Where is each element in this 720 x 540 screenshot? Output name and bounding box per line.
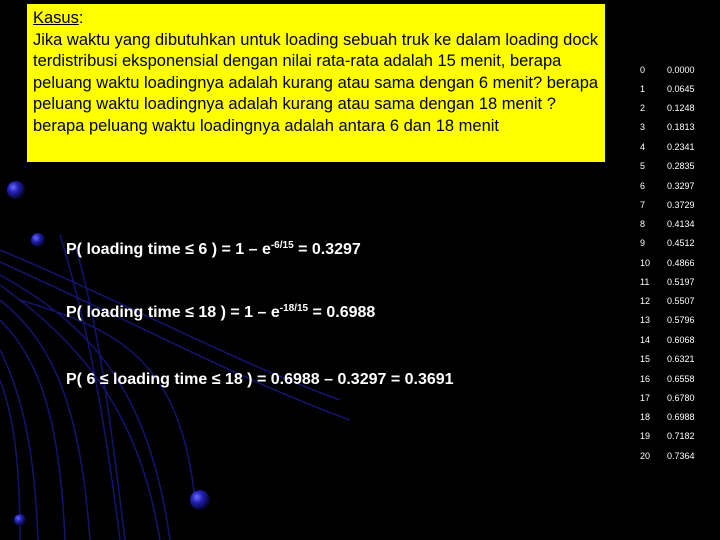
table-cell-probability: 0.1813 bbox=[667, 122, 695, 132]
table-cell-x: 1 bbox=[640, 84, 646, 94]
table-cell-probability: 0.5507 bbox=[667, 296, 695, 306]
table-cell-x: 3 bbox=[640, 122, 646, 132]
table-cell-x: 12 bbox=[640, 296, 651, 306]
table-row bbox=[600, 354, 715, 372]
table-cell-probability: 0.4134 bbox=[667, 219, 695, 229]
table-row bbox=[600, 335, 715, 353]
table-row bbox=[600, 103, 715, 121]
table-cell-probability: 0.7182 bbox=[667, 431, 695, 441]
table-cell-probability: 0.0000 bbox=[667, 65, 695, 75]
case-label-colon: : bbox=[78, 9, 84, 27]
formula-p-le-18: P( loading time ≤ 18 ) = $1 - e^{-18/15} = 0.6988$ bbox=[66, 303, 376, 321]
table-row bbox=[600, 431, 715, 449]
case-label: Kasus bbox=[33, 9, 79, 27]
table-row bbox=[600, 238, 715, 256]
table-row bbox=[600, 161, 715, 179]
decor-ball-1 bbox=[7, 181, 25, 199]
table-cell-probability: 0.4512 bbox=[667, 238, 695, 248]
table-row bbox=[600, 84, 715, 102]
table-cell-x: 0 bbox=[640, 65, 646, 75]
table-row bbox=[600, 412, 715, 430]
table-cell-x: 4 bbox=[640, 142, 646, 152]
table-cell-x: 14 bbox=[640, 335, 651, 345]
table-cell-probability: 0.3729 bbox=[667, 200, 695, 210]
table-cell-x: 8 bbox=[640, 219, 646, 229]
table-cell-probability: 0.0645 bbox=[667, 84, 695, 94]
table-row bbox=[600, 200, 715, 218]
decor-ball-2 bbox=[31, 233, 45, 247]
table-cell-probability: 0.5796 bbox=[667, 315, 695, 325]
table-cell-x: 2 bbox=[640, 103, 646, 113]
table-cell-probability: 0.6558 bbox=[667, 374, 695, 384]
table-cell-probability: 0.5197 bbox=[667, 277, 695, 287]
table-cell-x: 5 bbox=[640, 161, 646, 171]
table-row bbox=[600, 142, 715, 160]
table-cell-probability: 0.1248 bbox=[667, 103, 695, 113]
table-cell-probability: 0.3297 bbox=[667, 181, 695, 191]
table-row bbox=[600, 122, 715, 140]
table-cell-x: 20 bbox=[640, 451, 651, 461]
table-cell-x: 9 bbox=[640, 238, 646, 248]
formula-p-between: P( 6 ≤ loading time ≤ 18 ) = 0.6988 – 0.3297 = 0.3691 bbox=[66, 371, 454, 388]
table-row bbox=[600, 374, 715, 392]
table-row bbox=[600, 181, 715, 199]
table-cell-x: 6 bbox=[640, 181, 646, 191]
table-cell-x: 17 bbox=[640, 393, 651, 403]
formula-p-le-6: P( loading time ≤ 6 ) = $1 - e^{-6/15} = 0.3297$ bbox=[66, 240, 361, 258]
table-cell-x: 7 bbox=[640, 200, 646, 210]
table-row bbox=[600, 258, 715, 276]
case-description-box bbox=[27, 4, 605, 162]
table-cell-x: 19 bbox=[640, 431, 651, 441]
table-cell-x: 10 bbox=[640, 258, 651, 268]
table-cell-x: 11 bbox=[640, 277, 650, 287]
table-cell-probability: 0.2341 bbox=[667, 142, 695, 152]
table-row bbox=[600, 277, 715, 295]
decor-ball-3 bbox=[190, 490, 210, 510]
decor-ball-4 bbox=[14, 514, 26, 526]
table-cell-probability: 0.6988 bbox=[667, 412, 695, 422]
table-cell-probability: 0.6780 bbox=[667, 393, 695, 403]
table-cell-probability: 0.4866 bbox=[667, 258, 695, 268]
table-cell-x: 16 bbox=[640, 374, 651, 384]
table-cell-x: 15 bbox=[640, 354, 651, 364]
table-cell-probability: 0.7364 bbox=[667, 451, 695, 461]
table-row bbox=[600, 296, 715, 314]
table-cell-x: 13 bbox=[640, 315, 651, 325]
table-cell-probability: 0.2835 bbox=[667, 161, 695, 171]
case-text: Jika waktu yang dibutuhkan untuk loading sebuah truk ke dalam loading dock terdistribusi eksponensial dengan nilai rata-rata adalah 15 menit, berapa peluang waktu loadingnya adalah kurang atau sama dengan 6 menit? berapa peluang waktu loadingnya adalah kurang atau sama dengan 18 menit ? berapa peluang waktu loadingnya adalah antara 6 dan 18 menit bbox=[33, 30, 599, 135]
table-cell-probability: 0.6321 bbox=[667, 354, 695, 364]
table-row bbox=[600, 219, 715, 237]
table-row bbox=[600, 315, 715, 333]
table-cell-probability: 0.6068 bbox=[667, 335, 695, 345]
table-row bbox=[600, 65, 715, 83]
table-row bbox=[600, 451, 715, 469]
table-row bbox=[600, 393, 715, 411]
table-cell-x: 18 bbox=[640, 412, 651, 422]
